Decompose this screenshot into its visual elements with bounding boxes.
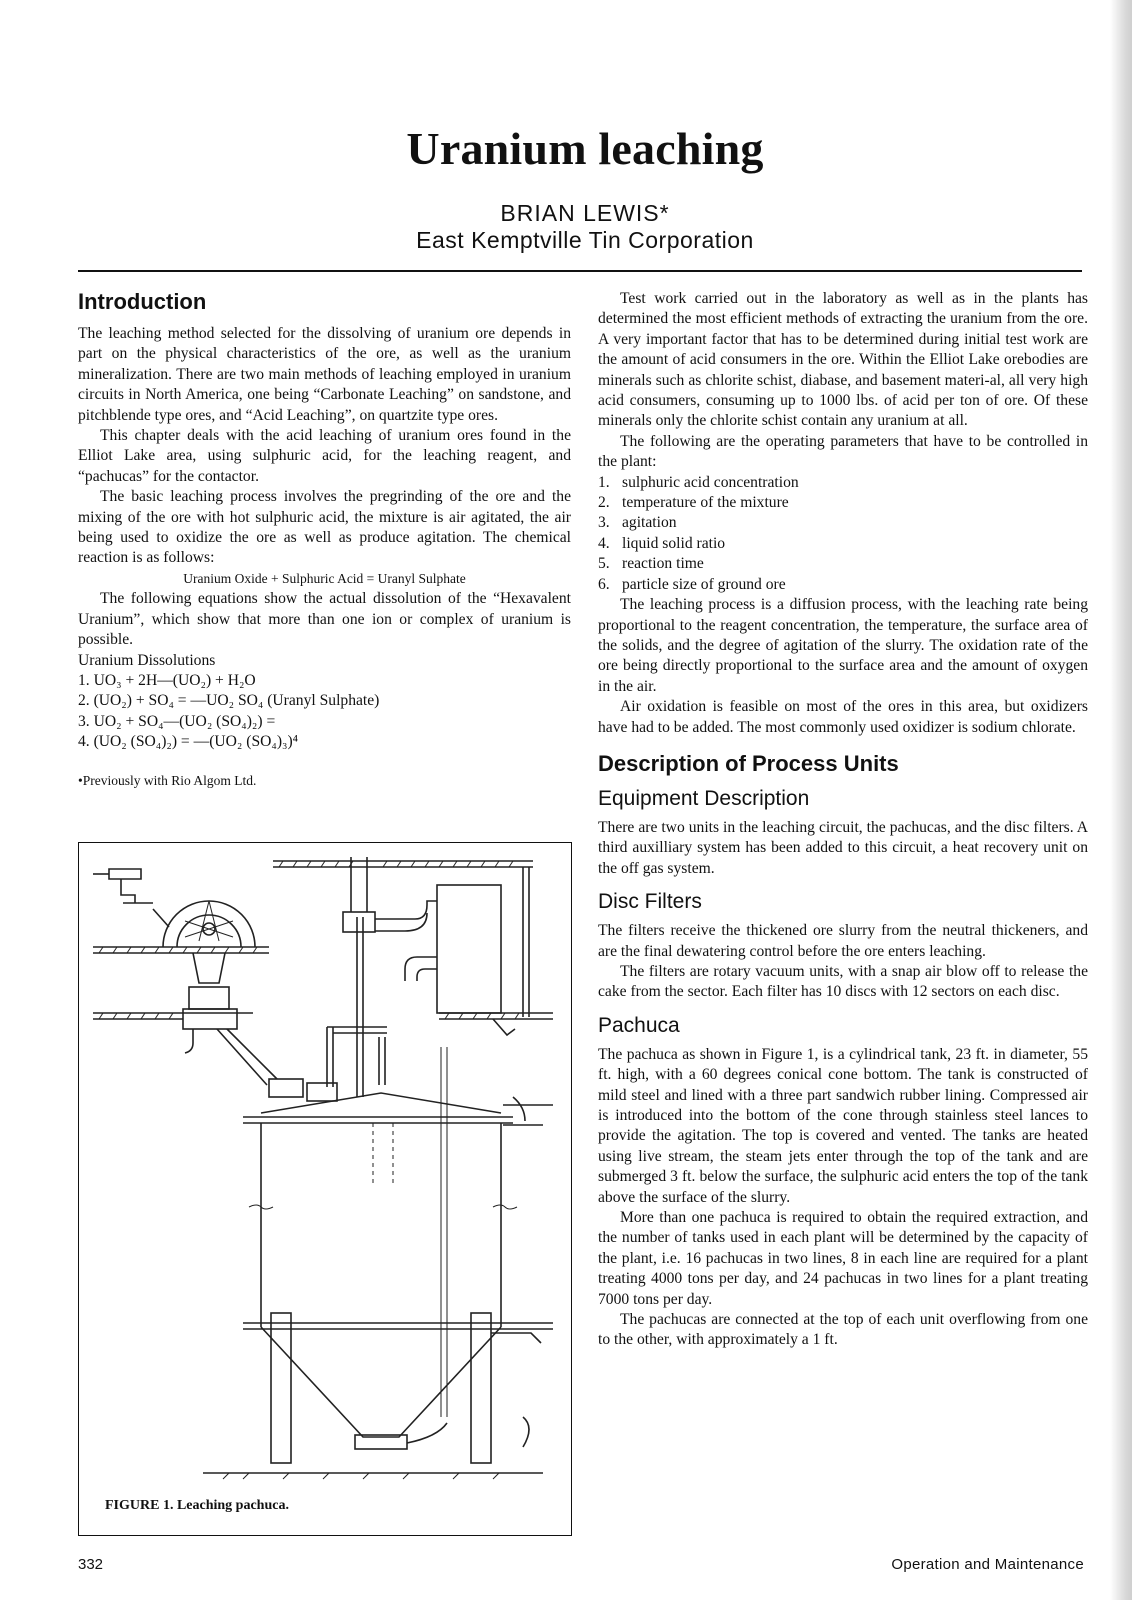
ground xyxy=(203,1473,543,1479)
paragraph: The filters receive the thickened ore slurry from the neutral thickeners, and are the final dewatering control before the ore enters leaching. xyxy=(598,922,1088,960)
feed-hopper xyxy=(93,953,277,1085)
pipes xyxy=(269,917,387,1101)
heading-pachuca: Pachuca xyxy=(598,1013,680,1037)
equation: 3. UO₂ + SO₄—(UO₂ (SO₄)₂) = xyxy=(78,712,276,730)
tank-cone xyxy=(261,1327,529,1449)
pachuca-diagram xyxy=(93,857,555,1487)
paragraph: Air oxidation is feasible on most of the ores in this area, but oxidizers have had to be added. The most commonly used oxidizer is sodium chlorate. xyxy=(598,698,1088,736)
operating-parameters-list xyxy=(598,473,1088,595)
paragraph: The pachucas are connected at the top of each unit overflowing from one to the other, with approximately a 1 ft. xyxy=(598,1311,1088,1349)
figure-caption: FIGURE 1. Leaching pachuca. xyxy=(105,1498,289,1513)
running-footer: Operation and Maintenance xyxy=(891,1556,1084,1573)
dissolutions-label: Uranium Dissolutions xyxy=(78,651,216,669)
heading-process-units: Description of Process Units xyxy=(598,750,899,776)
list-item: 4. liquid solid ratio xyxy=(598,534,726,552)
chemical-reaction: Uranium Oxide + Sulphuric Acid = Uranyl Sulphate xyxy=(183,570,466,586)
article-title: Uranium leaching xyxy=(406,123,764,174)
paragraph: The leaching method selected for the dissolving of uranium ore depends in part on the physical characteristics of the ore, as well as the uranium mineralization. There are two main methods of leaching employed in uranium circuits in North America, one being “Carbonate Leaching” on sandstone, and pitchblende type ores, and “Acid Leaching”, on quartzite type ores. xyxy=(78,325,571,424)
paragraph: More than one pachuca is required to obtain the required extraction, and the number of tanks used in each plant will be determined by the capacity of the plant, i.e. 16 pachucas in two lines, 8 in each line are required for a plant treating 4000 tons per day, and 24 pachucas in two lines for a plant treating 7000 tons per day. xyxy=(598,1209,1088,1308)
footnote: •Previously with Rio Algom Ltd. xyxy=(78,772,257,788)
list-item: 3. agitation xyxy=(598,514,677,532)
equation: 4. (UO₂ (SO₄)₂) = —(UO₂ (SO₄)₃)⁴ xyxy=(78,733,299,751)
support-beam xyxy=(243,1313,553,1463)
author-affiliation: East Kemptville Tin Corporation xyxy=(416,227,754,253)
paragraph: There are two units in the leaching circuit, the pachucas, and the disc filters. A third auxilliary system has been added to this circuit, a heat recovery unit on the off gas system. xyxy=(598,818,1088,877)
right-column xyxy=(598,289,1088,1351)
paragraph: The following are the operating parameters that have to be controlled in the plant: xyxy=(598,432,1088,471)
upper-floor xyxy=(93,947,269,953)
paragraph: Test work carried out in the laboratory as well as in the plants has determined the most efficient methods of extracting the uranium from the ore. A very important factor that has to be determined during initial test work are the amount of acid consumers in the ore. Within the Elliot Lake orebodies are minerals such as chlorite schist, diabase, and basement materi-al, all very high acid consumers, consuming up to 1000 lbs. of acid per ton of ore. Of these minerals only the chlorite schist contain any uranium at all. xyxy=(598,290,1088,430)
figure-1 xyxy=(78,842,572,1536)
list-item: 1. sulphuric acid concentration xyxy=(598,473,799,491)
title-rule xyxy=(78,270,1082,272)
paragraph: This chapter deals with the acid leaching of uranium ores found in the Elliot Lake area, using sulphuric acid, for the leaching reagent, and “pachucas” for the contactor. xyxy=(78,427,571,485)
list-item: 6. particle size of ground ore xyxy=(598,575,786,593)
equation: 1. UO₃ + 2H—(UO₂) + H₂O xyxy=(78,671,256,689)
mid-floor xyxy=(439,1013,553,1035)
heading-disc-filters: Disc Filters xyxy=(598,890,702,914)
tank-roof xyxy=(243,1093,553,1125)
equation: 2. (UO₂) + SO₄ = —UO₂ SO₄ (Uranyl Sulphate) xyxy=(78,692,380,710)
vent-duct xyxy=(343,857,501,1013)
paragraph: The following equations show the actual dissolution of the “Hexavalent Uranium”, which show that more than one ion or complex of uranium is possible. xyxy=(78,590,571,649)
paragraph: The basic leaching process involves the pregrinding of the ore and the mixing of the ore with hot sulphuric acid, the mixture is air agitated, the air being used to oxidize the ore as well as produce agitation. The chemical reaction is as follows: xyxy=(78,488,571,567)
heading-introduction: Introduction xyxy=(78,289,207,314)
author-name: BRIAN LEWIS* xyxy=(500,200,670,226)
list-item: 2. temperature of the mixture xyxy=(598,494,789,512)
paragraph: The leaching process is a diffusion process, with the leaching rate being proportional to the reagent concentration, the temperature, the surface area of the solids, and the degree of agitation of the slurry. The oxidation rate of the ore being directly proportional to the surface area and the amount of oxygen in the air. xyxy=(598,596,1088,695)
list-item: 5. reaction time xyxy=(598,555,704,573)
left-column xyxy=(78,288,571,791)
tank-body xyxy=(249,1047,517,1417)
paragraph: The filters are rotary vacuum units, with a snap air blow off to release the cake from the sector. Each filter has 10 discs with 12 sectors on each disc. xyxy=(598,962,1088,1001)
fan-unit xyxy=(93,869,255,947)
heading-equipment: Equipment Description xyxy=(598,786,810,810)
paragraph: The pachuca as shown in Figure 1, is a cylindrical tank, 23 ft. in diameter, 55 ft. high, with a 60 degrees conical cone bottom. The tank is constructed of mild steel and lined with a three part sandwich rubber lining. Compressed air is introduced into the bottom of the cone through stainless steel lances to provide the agitation. The top is covered and vented. The tanks are heated using live stream, the steam jets enter through the top of the tank and are submerged 3 ft. below the surface, the sulphuric acid enters the top of the tank above the surface of the slurry. xyxy=(598,1045,1088,1206)
page-number: 332 xyxy=(78,1556,104,1573)
